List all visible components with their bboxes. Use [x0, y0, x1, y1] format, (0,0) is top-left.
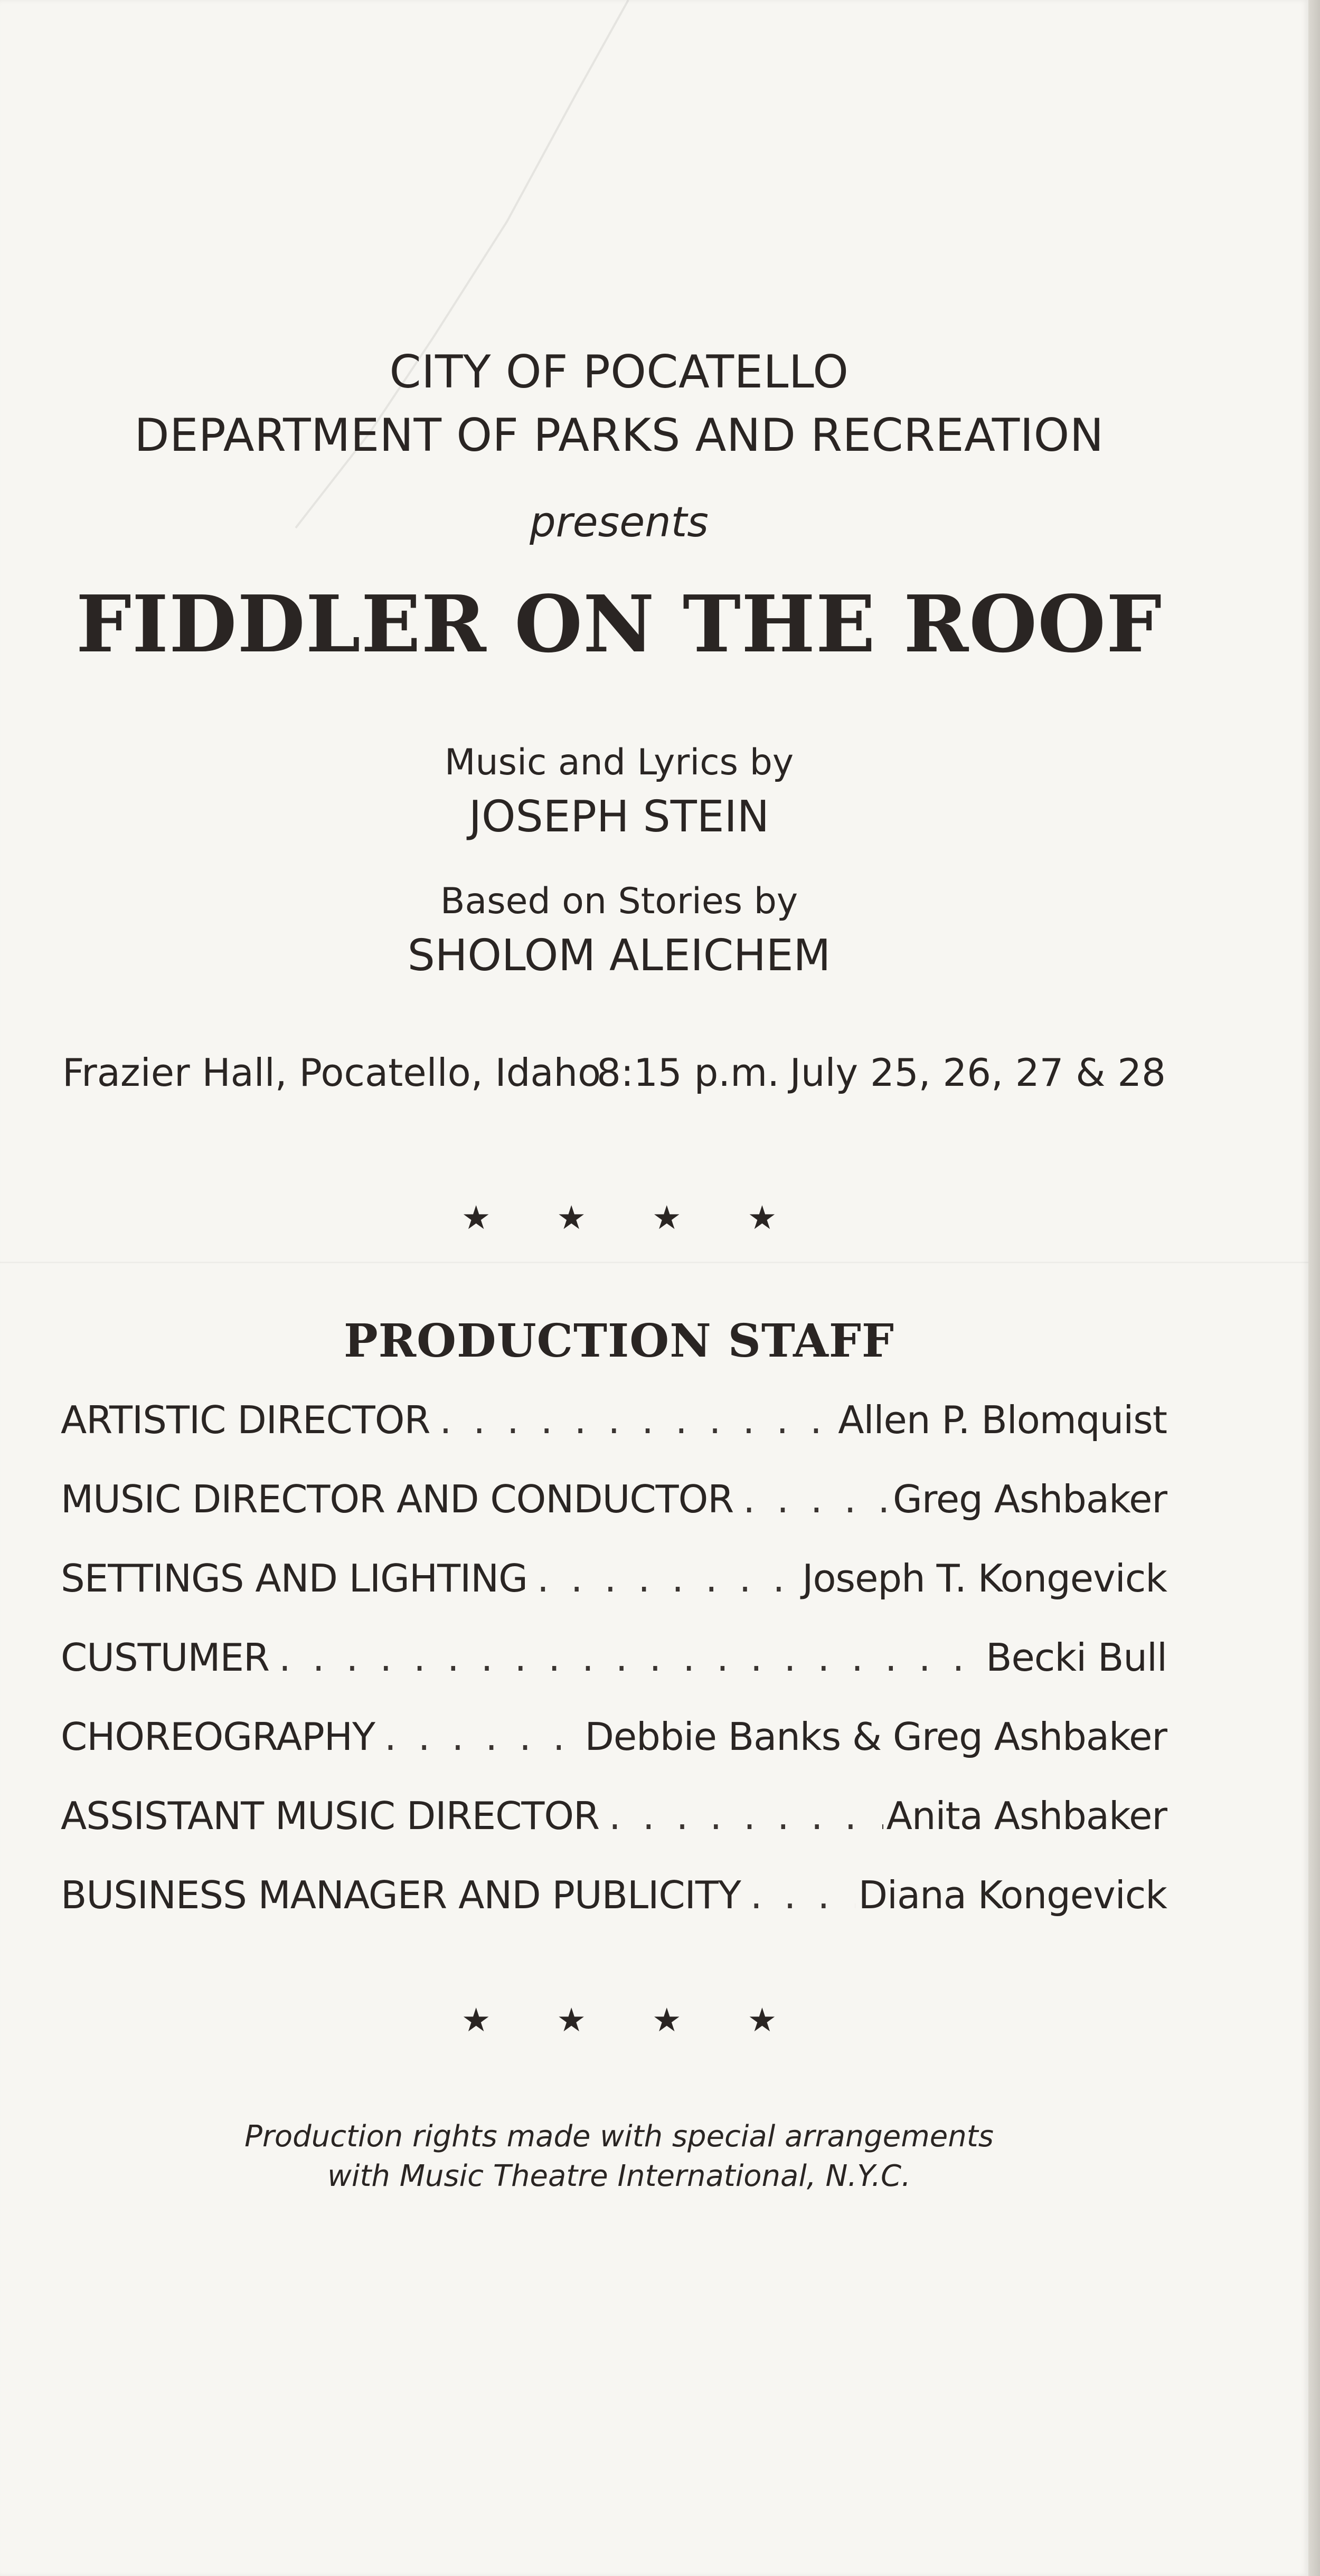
staff-name: Joseph T. Kongevick [802, 1556, 1167, 1600]
staff-row [61, 1715, 1167, 1794]
venue-dates: July 25, 26, 27 & 28 [789, 1050, 1166, 1095]
stories-credit-label: Based on Stories by [440, 880, 798, 922]
fold-line [0, 1262, 1308, 1263]
dot-leader [537, 1556, 799, 1600]
presents-label: presents [530, 499, 709, 546]
staff-row [61, 1477, 1167, 1556]
organizer-department: DEPARTMENT OF PARKS AND RECREATION [134, 409, 1104, 462]
star-icon: ★ [652, 1198, 682, 1237]
staff-name: Allen P. Blomquist [838, 1398, 1167, 1442]
staff-role: CUSTUMER [61, 1635, 269, 1680]
dot-leader [743, 1477, 890, 1521]
music-credit-name: JOSEPH STEIN [468, 792, 770, 842]
staff-role: CHOREOGRAPHY [61, 1715, 375, 1759]
production-staff-heading: PRODUCTION STAFF [343, 1314, 894, 1368]
staff-role: ASSISTANT MUSIC DIRECTOR [61, 1794, 600, 1838]
star-divider-bottom [0, 2001, 1238, 2039]
staff-row [61, 1556, 1167, 1635]
venue-time: 8:15 p.m. [597, 1050, 780, 1095]
dot-leader [750, 1873, 855, 1917]
staff-row [61, 1635, 1167, 1715]
star-icon: ★ [461, 2001, 491, 2039]
star-icon: ★ [652, 2001, 682, 2039]
rights-note-line2: with Music Theatre International, N.Y.C. [327, 2159, 911, 2193]
star-icon: ★ [747, 2001, 777, 2039]
music-credit-label: Music and Lyrics by [444, 742, 794, 783]
staff-row [61, 1398, 1167, 1477]
staff-role: ARTISTIC DIRECTOR [61, 1398, 430, 1442]
dot-leader [279, 1635, 983, 1680]
star-divider-top [0, 1198, 1238, 1237]
staff-name: Becki Bull [986, 1635, 1167, 1680]
staff-row [61, 1794, 1167, 1873]
venue-place: Frazier Hall, Pocatello, Idaho [62, 1050, 601, 1095]
staff-name: Diana Kongevick [858, 1873, 1167, 1917]
dot-leader [439, 1398, 835, 1442]
staff-row [61, 1873, 1167, 1952]
dot-leader [609, 1794, 883, 1838]
staff-list [61, 1398, 1167, 1952]
rights-note-line1: Production rights made with special arrangements [244, 2119, 994, 2154]
staff-name: Debbie Banks & Greg Ashbaker [584, 1715, 1167, 1759]
staff-role: SETTINGS AND LIGHTING [61, 1556, 527, 1600]
star-icon: ★ [557, 1198, 586, 1237]
page-edge [1308, 0, 1320, 2576]
staff-role: MUSIC DIRECTOR AND CONDUCTOR [61, 1477, 734, 1521]
show-title: FIDDLER ON THE ROOF [76, 578, 1163, 670]
star-icon: ★ [461, 1198, 491, 1237]
staff-role: BUSINESS MANAGER AND PUBLICITY [61, 1873, 741, 1917]
star-icon: ★ [557, 2001, 586, 2039]
organizer-city: CITY OF POCATELLO [389, 346, 849, 399]
staff-name: Anita Ashbaker [886, 1794, 1167, 1838]
star-icon: ★ [747, 1198, 777, 1237]
stories-credit-name: SHOLOM ALEICHEM [407, 931, 831, 981]
staff-name: Greg Ashbaker [893, 1477, 1167, 1521]
dot-leader [384, 1715, 581, 1759]
